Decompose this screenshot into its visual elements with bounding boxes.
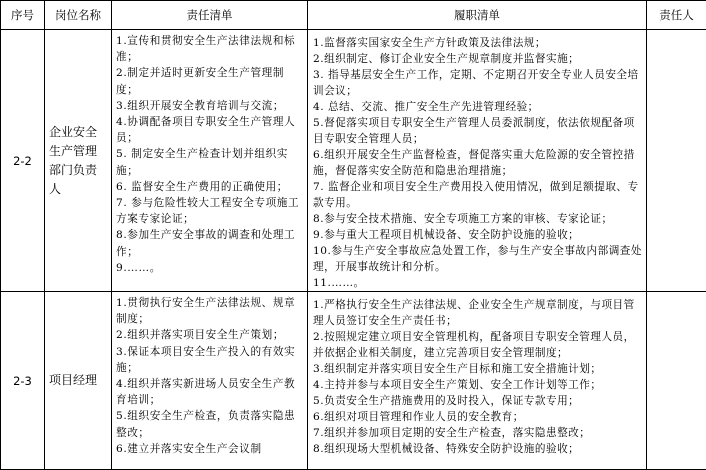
duty-list [308, 292, 647, 470]
header-no: 序号 [1, 1, 45, 30]
list-item: 3.组织制定并落实项目安全生产目标和施工安全措施计划； [313, 361, 642, 377]
list-item: 4.组织并落实新进场人员安全生产教育培训； [116, 376, 303, 408]
list-item: 6.组织开展安全生产监督检查，督促落实重大危险源的安全管控措施，督促落实安全防范和隐患治理措施； [313, 147, 642, 179]
list-item: 7.组织并参加项目定期的安全生产检查，落实隐患整改； [313, 425, 642, 441]
header-position: 岗位名称 [45, 1, 112, 30]
table-row [1, 292, 706, 470]
list-item: 1.严格执行安全生产法律法规、企业安全生产规章制度，与项目管理人员签订安全生产责任书； [313, 297, 642, 329]
list-item: 1.贯彻执行安全生产法律法规、规章制度； [116, 295, 303, 327]
list-item: 4.协调配备项目专职安全生产管理人员； [116, 114, 303, 146]
list-item: 3. 指导基层安全生产工作，定期、不定期召开安全专业人员安全培训会议； [313, 67, 642, 99]
header-duties: 履职清单 [308, 1, 647, 30]
responsibility-list [112, 292, 308, 470]
list-item: 2.制定并适时更新安全生产管理制度； [116, 65, 303, 97]
list-item: 4. 总结、交流、推广安全生产先进管理经验； [313, 99, 642, 115]
list-item: 6.组织对项目管理和作业人员的安全教育； [313, 409, 642, 425]
list-item: 5. 制定安全生产检查计划并组织实施； [116, 146, 303, 178]
list-item: 6. 监督安全生产费用的正确使用； [116, 179, 303, 195]
list-item: 2.组织制定、修订企业安全生产规章制度并监督实施； [313, 51, 642, 67]
list-item: 1.宣传和贯彻安全生产法律法规和标准； [116, 33, 303, 65]
header-owner: 责任人 [647, 1, 706, 30]
row-number: 2-3 [1, 292, 45, 470]
table-row [1, 30, 706, 292]
list-item: 8.参加生产安全事故的调查和处理工作； [116, 227, 303, 259]
list-item: 2.组织并落实项目安全生产策划； [116, 327, 303, 343]
duty-list [308, 30, 647, 292]
list-item: 9.……。 [116, 260, 303, 276]
header-responsibilities: 责任清单 [112, 1, 308, 30]
list-item: 5.督促落实项目专职安全生产管理人员委派制度，依法依规配备项目专职安全管理人员； [313, 115, 642, 147]
row-number: 2-2 [1, 30, 45, 292]
list-item: 7. 监督企业和项目安全生产费用投入使用情况，做到足额提取、专款专用。 [313, 179, 642, 211]
list-item: 3.组织开展安全教育培训与交流； [116, 98, 303, 114]
list-item: 10.参与生产安全事故应急处置工作，参与生产安全事故内部调查处理，开展事故统计和分析。 [313, 243, 642, 275]
list-item: 4.主持并参与本项目安全生产策划、安全工作计划等工作； [313, 377, 642, 393]
list-item: 6.建立并落实安全生产会议制 [116, 441, 303, 457]
owner-cell [647, 292, 706, 470]
list-item: 5.组织安全生产检查，负责落实隐患整改； [116, 408, 303, 440]
list-item: 2.按照规定建立项目安全管理机构，配备项目专职安全管理人员，并依据企业相关制度，建立完善项目安全管理制度； [313, 329, 642, 361]
header-row [1, 1, 706, 30]
responsibility-list [112, 30, 308, 292]
list-item: 7. 参与危险性较大工程安全专项施工方案专家论证； [116, 195, 303, 227]
list-item: 8.参与安全技术措施、安全专项施工方案的审核、专家论证； [313, 211, 642, 227]
position-name: 企业安全生产管理部门负责人 [45, 30, 112, 292]
list-item: 8.组织现场大型机械设备、特殊安全防护设施的验收； [313, 441, 642, 457]
list-item: 5.负责安全生产措施费用的及时投入，保证专款专用； [313, 393, 642, 409]
position-name: 项目经理 [45, 292, 112, 470]
list-item: 3.保证本项目安全生产投入的有效实施； [116, 344, 303, 376]
owner-cell [647, 30, 706, 292]
list-item: 1.监督落实国家安全生产方针政策及法律法规； [313, 35, 642, 51]
list-item: 9.参与重大工程项目机械设备、安全防护设施的验收； [313, 227, 642, 243]
list-item: 11.……。 [313, 275, 642, 291]
